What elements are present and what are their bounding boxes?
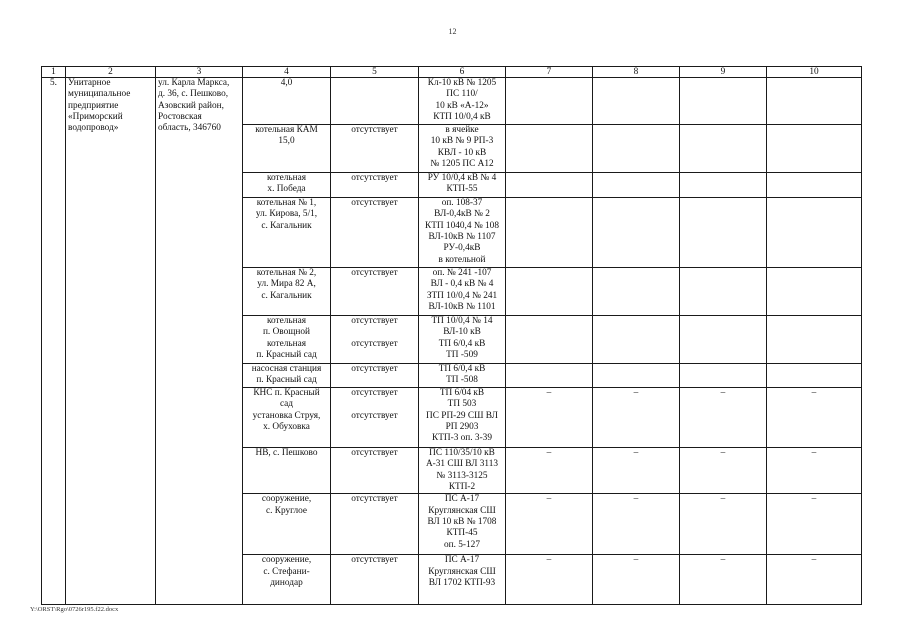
power-source-cell-line: 10 кВ «А-12» bbox=[435, 100, 489, 111]
status-cell-line: отсутствует bbox=[351, 494, 398, 505]
organization-name-line: водопровод» bbox=[68, 123, 119, 134]
column-number-row bbox=[42, 67, 862, 78]
organization-name-line: «Приморский bbox=[68, 111, 123, 122]
facility-cell-line: х. Обуховка bbox=[263, 421, 310, 432]
column-7-cell: – bbox=[506, 388, 593, 448]
column-8-cell: – bbox=[593, 555, 680, 605]
facility-cell-line: котельная № 1, bbox=[256, 198, 317, 208]
organization-address-line: область, 346760 bbox=[158, 123, 221, 134]
status-cell-line: отсутствует bbox=[351, 410, 398, 421]
column-7-cell: – bbox=[506, 448, 593, 494]
facility-cell bbox=[243, 494, 331, 555]
column-9-cell bbox=[680, 125, 767, 173]
power-source-cell-line: Кл-10 кВ № 1205 bbox=[427, 78, 497, 88]
power-source-cell-line: КТП-2 bbox=[448, 481, 476, 492]
entry-number: 5. bbox=[42, 78, 66, 605]
column-10-cell bbox=[767, 198, 862, 268]
status-cell bbox=[331, 555, 419, 605]
column-10-cell bbox=[767, 173, 862, 198]
power-source-cell-line: ТП 6/0,4 кВ bbox=[438, 364, 486, 374]
column-8-cell bbox=[593, 78, 680, 125]
organization-address-line: ул. Карла Маркса, bbox=[158, 78, 230, 88]
power-source-cell bbox=[419, 198, 506, 268]
column-10-cell bbox=[767, 316, 862, 364]
column-8-cell bbox=[593, 125, 680, 173]
power-source-cell-line: КТП 10/0,4 кВ bbox=[433, 111, 491, 122]
power-source-cell-line: ВЛ-10кВ № 1107 bbox=[428, 231, 496, 242]
power-source-cell-line: Круглянская СШ bbox=[428, 505, 496, 516]
facility-cell-line: котельная bbox=[266, 316, 307, 326]
facility-cell-line: сооружение, bbox=[261, 494, 312, 505]
column-9-cell: – bbox=[680, 494, 767, 555]
column-8-cell bbox=[593, 198, 680, 268]
facility-cell bbox=[243, 388, 331, 448]
facility-cell-line: 4,0 bbox=[280, 78, 293, 88]
power-source-cell bbox=[419, 448, 506, 494]
column-8-cell: – bbox=[593, 448, 680, 494]
organization-address bbox=[156, 78, 243, 605]
status-cell-line: отсутствует bbox=[351, 125, 398, 135]
column-8-cell bbox=[593, 173, 680, 198]
facility-cell-line: с. Круглое bbox=[265, 505, 308, 516]
facility-cell-line: п. Красный сад bbox=[256, 375, 317, 386]
power-source-cell-line: № 1205 ПС А12 bbox=[430, 158, 494, 169]
power-source-cell-line: РУ 10/0,4 кВ № 4 bbox=[427, 173, 497, 183]
facility-cell-line: котельная № 2, bbox=[256, 268, 317, 278]
column-number-8: 8 bbox=[593, 67, 680, 78]
status-cell-line: отсутствует bbox=[351, 268, 398, 278]
power-source-cell-line: ВЛ-10кВ № 1101 bbox=[428, 301, 496, 312]
facility-cell-line: 15,0 bbox=[278, 136, 295, 147]
organization-address-line: д. 36, с. Пешково, bbox=[158, 89, 229, 100]
power-source-cell-line: 10 кВ № 9 РП-3 bbox=[430, 136, 494, 147]
column-number-1: 1 bbox=[42, 67, 66, 78]
power-source-cell-line: ТП 503 bbox=[447, 399, 477, 410]
column-number-6: 6 bbox=[419, 67, 506, 78]
status-cell bbox=[331, 198, 419, 268]
power-source-cell bbox=[419, 494, 506, 555]
status-cell bbox=[331, 268, 419, 316]
facility-cell bbox=[243, 125, 331, 173]
column-8-cell: – bbox=[593, 494, 680, 555]
power-source-cell-line: РУ-0,4кВ bbox=[443, 243, 481, 254]
power-source-cell-line: ВЛ 10 кВ № 1708 bbox=[427, 516, 497, 527]
column-10-cell bbox=[767, 364, 862, 388]
status-cell bbox=[331, 173, 419, 198]
column-10-cell bbox=[767, 125, 862, 173]
facility-cell-line: котельная bbox=[266, 173, 307, 183]
status-cell bbox=[331, 316, 419, 364]
power-source-cell-line: КТП-45 bbox=[446, 528, 478, 539]
column-number-3: 3 bbox=[156, 67, 243, 78]
footer-path: Y:\ORST\Rgo\0726r195.f22.docx bbox=[30, 606, 119, 613]
facility-cell bbox=[243, 316, 331, 364]
power-source-cell-line: ПС А-17 bbox=[444, 494, 480, 505]
column-number-5: 5 bbox=[331, 67, 419, 78]
column-7-cell bbox=[506, 198, 593, 268]
organization-address-line: Азовский район, bbox=[158, 100, 224, 111]
facility-cell-line: котельная КАМ bbox=[255, 125, 318, 135]
facility-cell-line: сад bbox=[279, 399, 294, 410]
column-8-cell bbox=[593, 316, 680, 364]
column-7-cell bbox=[506, 268, 593, 316]
status-cell-line: отсутствует bbox=[351, 198, 398, 208]
column-number-4: 4 bbox=[243, 67, 331, 78]
power-source-cell-line: ПС 110/ bbox=[446, 89, 478, 100]
column-10-cell bbox=[767, 268, 862, 316]
status-cell-line: отсутствует bbox=[351, 316, 398, 326]
power-source-cell-line: ВЛ-0,4кВ № 2 bbox=[434, 209, 490, 220]
facility-cell-line: котельная bbox=[266, 338, 307, 349]
facility-cell-line: с. Кагальник bbox=[261, 220, 312, 231]
column-7-cell bbox=[506, 78, 593, 125]
column-8-cell: – bbox=[593, 388, 680, 448]
column-8-cell bbox=[593, 268, 680, 316]
power-source-cell-line: ТП -509 bbox=[446, 349, 478, 360]
status-cell-line: отсутствует bbox=[351, 364, 398, 374]
column-10-cell: – bbox=[767, 448, 862, 494]
facility-cell-line: динодар bbox=[270, 577, 303, 588]
power-source-cell-line: ТП 6/04 кВ bbox=[439, 388, 485, 398]
facility-cell-line: ул. Мира 82 А, bbox=[257, 279, 316, 290]
column-9-cell bbox=[680, 268, 767, 316]
power-source-cell-line: ПС А-17 bbox=[444, 555, 480, 566]
power-source-cell-line: оп. 5-127 bbox=[444, 539, 480, 550]
facility-cell bbox=[243, 173, 331, 198]
facility-cell-line: с. Кагальник bbox=[261, 290, 312, 301]
status-cell bbox=[331, 448, 419, 494]
power-source-cell bbox=[419, 364, 506, 388]
facility-cell-line: установка Струя, bbox=[252, 410, 321, 421]
power-source-cell-line: КТП 1040,4 № 108 bbox=[425, 220, 499, 231]
facility-cell-line: насосная станция bbox=[251, 364, 322, 374]
power-source-cell bbox=[419, 316, 506, 364]
power-source-cell-line: № 3113-3125 bbox=[436, 470, 488, 481]
power-source-cell bbox=[419, 555, 506, 605]
column-number-10: 10 bbox=[767, 67, 862, 78]
power-source-cell-line: оп. № 241 -107 bbox=[432, 268, 492, 278]
power-source-cell-line: оп. 108-37 bbox=[441, 198, 483, 208]
column-9-cell bbox=[680, 78, 767, 125]
facility-cell bbox=[243, 198, 331, 268]
column-7-cell bbox=[506, 173, 593, 198]
power-source-cell-line: КВЛ - 10 кВ bbox=[437, 147, 487, 158]
column-number-9: 9 bbox=[680, 67, 767, 78]
power-source-cell bbox=[419, 78, 506, 125]
power-source-cell-line: ТП 10/0,4 № 14 bbox=[431, 316, 493, 326]
column-10-cell bbox=[767, 78, 862, 125]
organization-name-line: Унитарное bbox=[68, 78, 111, 88]
column-9-cell bbox=[680, 364, 767, 388]
column-9-cell bbox=[680, 316, 767, 364]
column-number-2: 2 bbox=[66, 67, 156, 78]
status-cell bbox=[331, 364, 419, 388]
facility-cell-line: п. Овощной bbox=[262, 327, 311, 338]
facility-cell-line: сооружение, bbox=[261, 555, 312, 566]
power-source-cell-line: ВЛ-10 кВ bbox=[443, 327, 481, 338]
power-source-cell bbox=[419, 388, 506, 448]
column-7-cell bbox=[506, 316, 593, 364]
power-source-cell-line: в ячейке bbox=[445, 125, 479, 135]
power-source-cell bbox=[419, 173, 506, 198]
column-9-cell bbox=[680, 173, 767, 198]
facility-cell bbox=[243, 364, 331, 388]
column-10-cell: – bbox=[767, 494, 862, 555]
status-cell-line: отсутствует bbox=[351, 173, 398, 183]
status-cell bbox=[331, 494, 419, 555]
organization-address-line: Ростовская bbox=[158, 111, 202, 122]
power-source-cell-line: ВЛ - 0,4 кВ № 4 bbox=[430, 279, 494, 290]
facility-cell-line: с. Стефани- bbox=[263, 566, 310, 577]
power-source-cell-line: КТП-55 bbox=[446, 184, 478, 195]
organization-name-line: муниципальное bbox=[68, 89, 131, 100]
status-cell-line: отсутствует bbox=[351, 388, 398, 398]
status-cell-line: отсутствует bbox=[351, 448, 398, 458]
power-source-cell-line: Круглянская СШ bbox=[428, 566, 496, 577]
power-source-cell-line: А-31 СШ ВЛ 3113 bbox=[425, 459, 499, 470]
power-source-cell-line: КТП-3 оп. 3-39 bbox=[432, 433, 492, 444]
power-source-cell bbox=[419, 268, 506, 316]
column-7-cell bbox=[506, 125, 593, 173]
power-source-cell-line: ТП 6/0,4 кВ bbox=[438, 338, 486, 349]
facility-cell bbox=[243, 555, 331, 605]
facilities-table bbox=[41, 66, 862, 605]
column-7-cell: – bbox=[506, 494, 593, 555]
facility-cell bbox=[243, 268, 331, 316]
table-row bbox=[42, 78, 862, 125]
power-source-cell-line: в котельной bbox=[438, 254, 486, 265]
status-cell bbox=[331, 125, 419, 173]
power-source-cell bbox=[419, 125, 506, 173]
power-source-cell-line: ПС 110/35/10 кВ bbox=[429, 448, 495, 458]
column-number-7: 7 bbox=[506, 67, 593, 78]
status-cell-line: отсутствует bbox=[351, 555, 398, 566]
column-7-cell bbox=[506, 364, 593, 388]
column-9-cell: – bbox=[680, 555, 767, 605]
column-9-cell bbox=[680, 198, 767, 268]
facility-cell-line: п. Красный сад bbox=[256, 349, 317, 360]
status-cell-line: отсутствует bbox=[351, 338, 398, 349]
facility-cell bbox=[243, 448, 331, 494]
facility-cell-line: КНС п. Красный bbox=[253, 388, 320, 398]
column-9-cell: – bbox=[680, 448, 767, 494]
power-source-cell-line: ПС РП-29 СШ ВЛ bbox=[426, 410, 498, 421]
facility-cell-line: ул. Кирова, 5/1, bbox=[255, 209, 318, 220]
organization-name-line: предприятие bbox=[68, 100, 119, 111]
column-7-cell: – bbox=[506, 555, 593, 605]
facility-cell-line: х. Победа bbox=[267, 184, 306, 195]
status-cell bbox=[331, 78, 419, 125]
power-source-cell-line: ВЛ 1702 КТП-93 bbox=[428, 577, 496, 588]
status-cell-line bbox=[333, 399, 416, 410]
page-number: 12 bbox=[448, 27, 457, 36]
power-source-cell-line: ЗТП 10/0,4 № 241 bbox=[426, 290, 498, 301]
status-cell bbox=[331, 388, 419, 448]
organization-name bbox=[66, 78, 156, 605]
status-cell-line bbox=[333, 327, 416, 338]
column-8-cell bbox=[593, 364, 680, 388]
column-10-cell: – bbox=[767, 388, 862, 448]
facility-cell-line: НВ, с. Пешково bbox=[255, 448, 318, 458]
column-10-cell: – bbox=[767, 555, 862, 605]
column-9-cell: – bbox=[680, 388, 767, 448]
power-source-cell-line: ТП -508 bbox=[446, 375, 478, 386]
power-source-cell-line: РП 2903 bbox=[445, 421, 479, 432]
facility-cell bbox=[243, 78, 331, 125]
